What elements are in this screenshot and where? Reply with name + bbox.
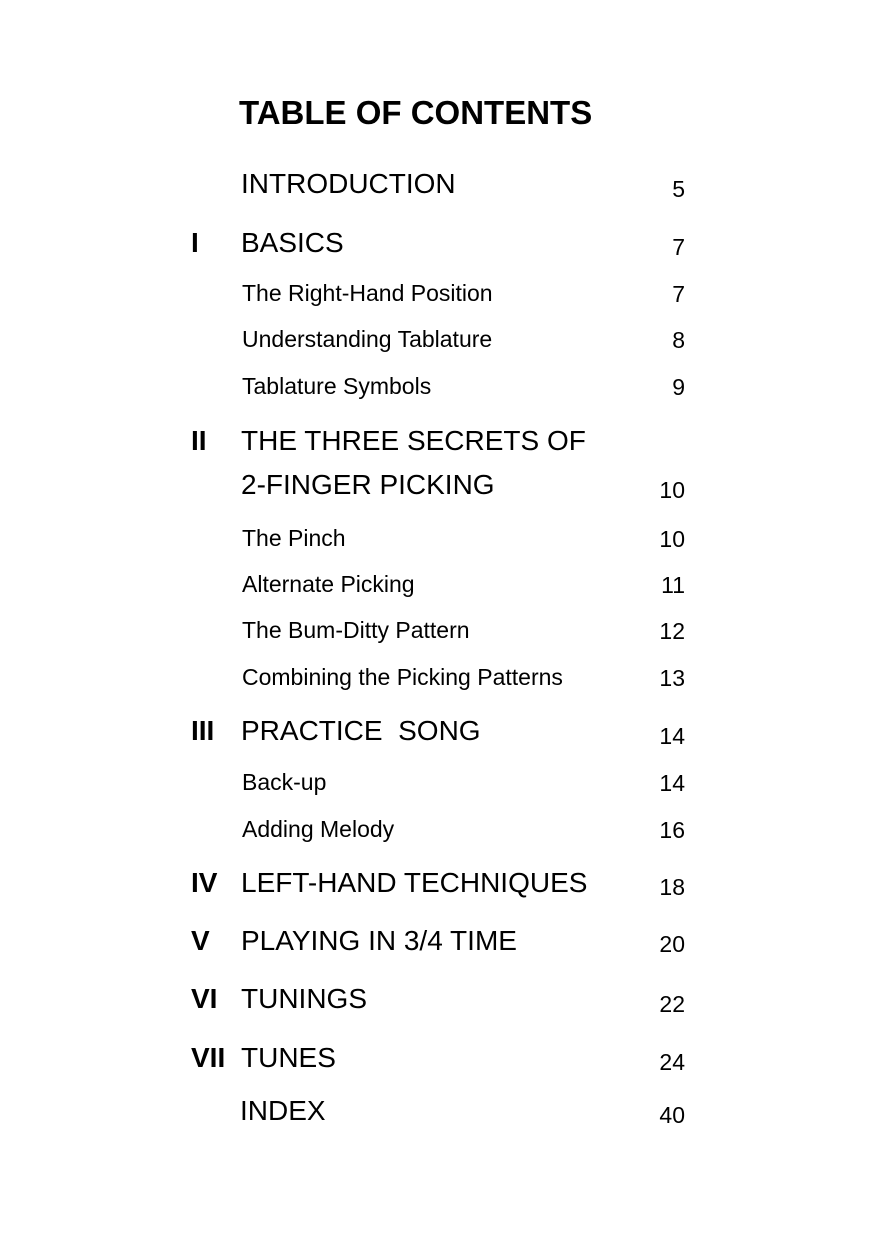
section-2-2-page: 11 [661,572,685,598]
chapter-3-number: III [191,715,215,746]
toc-entry-introduction-page: 5 [672,176,685,202]
section-2-1-title: The Pinch [242,525,346,551]
section-2-1-page: 10 [659,526,685,552]
chapter-2-number: II [191,425,207,456]
chapter-2-title-line-1: THE THREE SECRETS OF [241,425,586,456]
section-2-2-title: Alternate Picking [242,571,415,597]
section-1-1-title: The Right-Hand Position [242,280,493,306]
section-2-3-page: 12 [659,618,685,644]
chapter-7-number: VII [191,1042,226,1073]
section-2-4-title: Combining the Picking Patterns [242,664,563,690]
chapter-4-title: LEFT-HAND TECHNIQUES [241,867,588,898]
section-1-3-title: Tablature Symbols [242,373,432,399]
chapter-7-page: 24 [659,1049,685,1075]
toc-entry-index-page: 40 [659,1102,685,1128]
chapter-1-title: BASICS [241,227,344,258]
section-3-1-page: 14 [659,770,685,796]
chapter-5-number: V [191,925,210,956]
section-1-2-page: 8 [672,327,685,353]
chapter-1-number: I [191,227,199,258]
toc-entry-introduction-title: INTRODUCTION [241,168,456,199]
section-2-3-title: The Bum-Ditty Pattern [242,617,470,643]
section-2-4-page: 13 [659,665,685,691]
chapter-6-page: 22 [659,991,685,1017]
chapter-5-title: PLAYING IN 3/4 TIME [241,925,517,956]
chapter-1-page: 7 [672,234,685,260]
chapter-3-page: 14 [659,723,685,749]
chapter-6-number: VI [191,983,218,1014]
chapter-3-title: PRACTICE SONG [241,715,481,746]
chapter-4-page: 18 [659,874,685,900]
chapter-5-page: 20 [659,931,685,957]
section-3-2-title: Adding Melody [242,816,395,842]
page-title: TABLE OF CONTENTS [239,94,593,131]
chapter-2-page: 10 [659,477,685,503]
section-3-2-page: 16 [659,817,685,843]
chapter-6-title: TUNINGS [241,983,367,1014]
chapter-7-title: TUNES [241,1042,336,1073]
toc-entry-index-title: INDEX [240,1095,326,1126]
chapter-4-number: IV [191,867,218,898]
chapter-2-title-line-2: 2-FINGER PICKING [241,469,495,500]
section-3-1-title: Back-up [242,769,327,795]
section-1-1-page: 7 [672,281,685,307]
section-1-3-page: 9 [672,374,685,400]
section-1-2-title: Understanding Tablature [242,326,493,352]
